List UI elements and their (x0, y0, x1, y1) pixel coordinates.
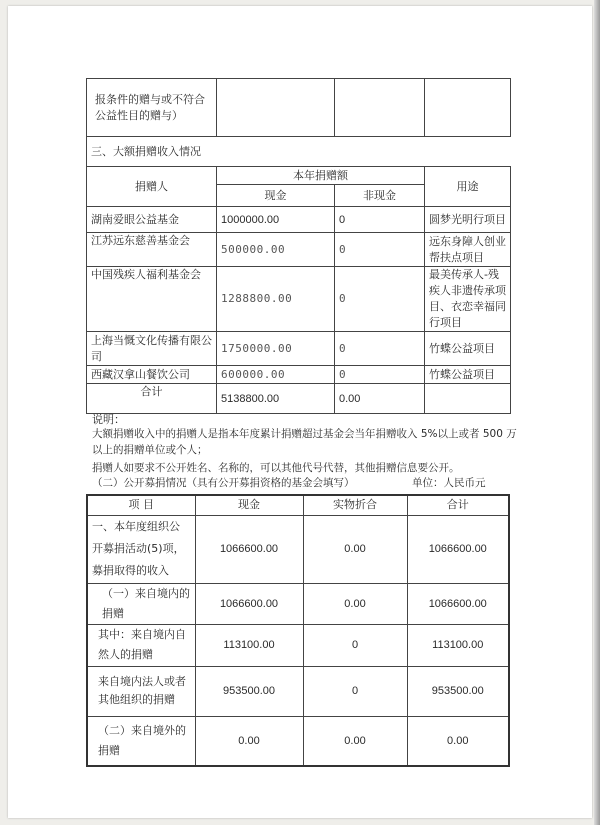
item-cell: （二）来自境外的捐赠 (87, 716, 195, 766)
donor-cell: 上海当慨文化传播有限公司 (87, 332, 217, 366)
table-row (87, 666, 509, 716)
total-noncash: 0.00 (335, 384, 425, 414)
inkind-cell: 0.00 (303, 515, 407, 583)
donor-cell: 江苏远东慈善基金会 (87, 233, 217, 267)
section-title: 三、大额捐赠收入情况 (87, 137, 511, 167)
noncash-cell: 0 (335, 233, 425, 267)
cash-cell: 500000.00 (217, 233, 335, 267)
table-row (87, 716, 509, 766)
purpose-cell: 竹蝶公益项目 (425, 332, 511, 366)
total-label: 合计 (87, 384, 217, 414)
total-cell: 1066600.00 (407, 583, 509, 624)
carry-over-cell: 报条件的赠与或不符合公益性目的赠与） (87, 79, 217, 137)
table-row (87, 79, 511, 137)
amount-group-header: 本年捐赠额 (217, 167, 425, 185)
table-row (87, 624, 509, 666)
table-row (87, 233, 511, 267)
cash-cell: 1288800.00 (217, 267, 335, 332)
table-row (87, 332, 511, 366)
public-fundraising-table (86, 494, 510, 767)
cash-cell: 600000.00 (217, 366, 335, 384)
item-header: 项 目 (87, 495, 195, 515)
cash-header: 现金 (195, 495, 303, 515)
notes-label: 说明： (92, 413, 125, 426)
item-cell: 其中：来自境内自然人的捐赠 (87, 624, 195, 666)
donor-cell: 中国残疾人福利基金会 (87, 267, 217, 332)
cash-cell: 1066600.00 (195, 515, 303, 583)
cash-cell: 1066600.00 (195, 583, 303, 624)
noncash-header: 非现金 (335, 185, 425, 207)
notes-line: 捐赠人如要求不公开姓名、名称的，可以其他代号代替，其他捐赠信息要公开。 (92, 462, 460, 474)
header-row (87, 495, 509, 515)
section-title: （二）公开募捐情况（具有公开募捐资格的基金会填写） (92, 477, 355, 489)
table-row (87, 366, 511, 384)
purpose-cell: 远东身障人创业帮扶点项目 (425, 233, 511, 267)
noncash-cell: 0 (335, 332, 425, 366)
cash-cell: 1000000.00 (217, 207, 335, 233)
noncash-cell: 0 (335, 366, 425, 384)
table-row (87, 515, 509, 583)
large-donation-table (86, 78, 511, 414)
total-cash: 5138800.00 (217, 384, 335, 414)
purpose-header: 用途 (425, 167, 511, 207)
inkind-header: 实物折合 (303, 495, 407, 515)
item-cell: （一）来自境内的捐赠 (87, 583, 195, 624)
inkind-cell: 0 (303, 624, 407, 666)
total-cell: 953500.00 (407, 666, 509, 716)
cash-cell: 113100.00 (195, 624, 303, 666)
header-row (87, 167, 511, 185)
unit-label: 单位：人民币元 (412, 477, 486, 489)
purpose-cell: 竹蝶公益项目 (425, 366, 511, 384)
purpose-cell: 最美传承人-残疾人非遗传承项目、衣恋幸福同行项目 (425, 267, 511, 332)
table-row (87, 267, 511, 332)
inkind-cell: 0.00 (303, 716, 407, 766)
noncash-cell: 0 (335, 267, 425, 332)
cash-cell: 953500.00 (195, 666, 303, 716)
donor-cell: 西藏汉拿山餐饮公司 (87, 366, 217, 384)
total-cell: 113100.00 (407, 624, 509, 666)
table-row (87, 207, 511, 233)
notes-line: 大额捐赠收入中的捐赠人是指本年度累计捐赠超过基金会当年捐赠收入 5%以上或者 500 万 (92, 428, 517, 440)
donor-cell: 湖南爱眼公益基金 (87, 207, 217, 233)
item-cell: 一、本年度组织公开募捐活动(5)项，募捐取得的收入 (87, 515, 195, 583)
cash-header: 现金 (217, 185, 335, 207)
inkind-cell: 0 (303, 666, 407, 716)
purpose-cell: 圆梦光明行项目 (425, 207, 511, 233)
scan-edge (594, 0, 600, 825)
total-cell: 1066600.00 (407, 515, 509, 583)
item-cell: 来自境内法人或者其他组织的捐赠 (87, 666, 195, 716)
total-cell: 0.00 (407, 716, 509, 766)
total-header: 合计 (407, 495, 509, 515)
notes-line: 以上的捐赠单位或个人； (92, 444, 208, 456)
cash-cell: 1750000.00 (217, 332, 335, 366)
table-row (87, 583, 509, 624)
inkind-cell: 0.00 (303, 583, 407, 624)
total-row (87, 384, 511, 414)
cash-cell: 0.00 (195, 716, 303, 766)
noncash-cell: 0 (335, 207, 425, 233)
section-title-row (87, 137, 511, 167)
donor-header: 捐赠人 (87, 167, 217, 207)
